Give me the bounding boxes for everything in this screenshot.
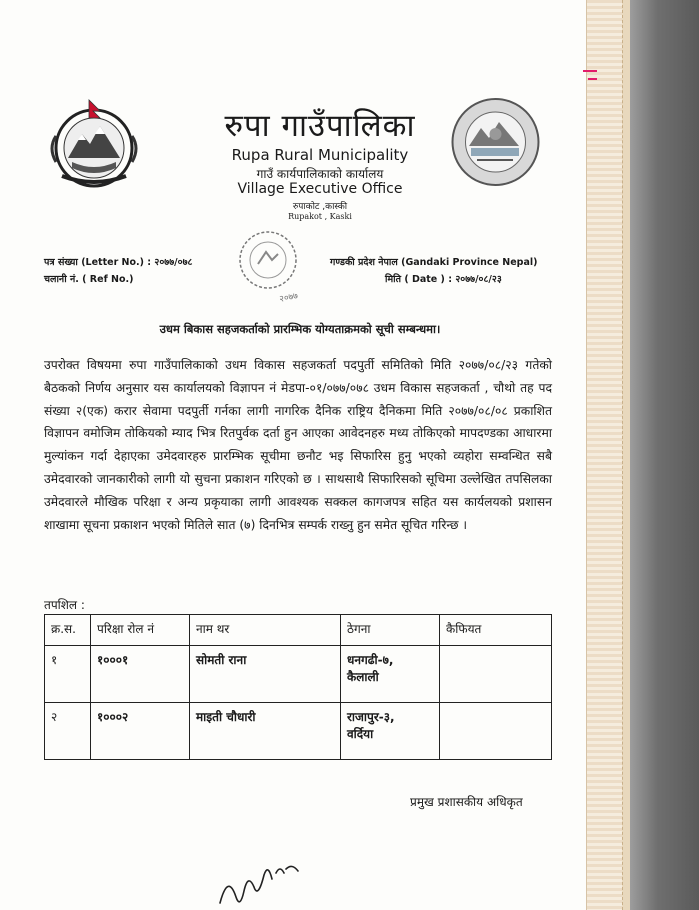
cell-remarks <box>440 646 552 703</box>
office-stamp <box>222 224 322 308</box>
office-name-nepali: गाउँ कार्यपालिकाको कार्यालय <box>256 167 384 181</box>
letter-body: उपरोक्त विषयमा रुपा गाउँपालिकाको उधम विकास सहजकर्ता पदपुर्ती समितिको मिति २०७७/०८/२३ गतेको बैठकको निर्णय अनुसार यस कार्यालयको विज्ञापन नं मेडपा-०१/०७७/०७८ उधम विकास सहजकर्ता , चौथो तह पद संख्या २(एक) करार सेवामा पदपुर्ती गर्नका लागी नागरिक दैनिक राष्ट्रिय दैनिकमा मिति २०७७/०८/०८ प्रकाशित विज्ञापन वमोजिम तोकियको म्याद भित्र रितपुर्वक दर्ता हुन आएका आवेदनहरु मध्य तोकिएको मापदण्डका आधारमा मुल्यांकन गर्दा देहाएका उमेदवारहरु प्रारम्भिक सूचीमा छनौट भइ सिफारिस हुनु भएको व्यहोरा सम्वन्धित सबै उमेदवारको जानकारीको लागी यो सुचना प्रकाशन गरिएको छ । साथसाथै सिफारिसको सूचिमा उल्लेखित तपसिलका उमेदवारले मौखिक परिक्षा र अन्य प्रकृयाका लागी आवश्यक सक्कल कागजपत्र सहित यस कार्यलयको प्रशासन शाखामा सूचना प्रकाशन भएको मितिले सात (७) दिनभित्र सम्पर्क राख्नु हुन समेत सूचित गरिन्छ । <box>44 358 552 532</box>
address-line: कैलाली <box>347 670 379 684</box>
header-address: ठेगना <box>341 615 440 646</box>
document-date: मिति ( Date ) : २०७७/०८/२३ <box>385 274 502 285</box>
handwritten-signature <box>214 853 304 910</box>
address-line: राजापुर-३, <box>347 710 395 724</box>
stamp-text: २०७७ <box>278 291 299 305</box>
address-line: धनगढी-७, <box>347 653 394 667</box>
header-remarks: कैफियत <box>440 615 552 646</box>
cell-remarks <box>440 703 552 760</box>
details-label: तपशिल : <box>44 598 85 612</box>
province-label: गण्डकी प्रदेश नेपाल (Gandaki Province Nepal) <box>330 257 538 268</box>
table-row <box>45 703 552 760</box>
reference-number: चलानी नं. ( Ref No.) <box>44 274 134 285</box>
page-edge-strip <box>586 0 623 910</box>
address-line: वर्दिया <box>347 727 374 741</box>
side-mark <box>583 70 597 72</box>
cell-address <box>341 703 440 760</box>
cell-name: माइती चौधारी <box>190 703 341 760</box>
side-mark <box>588 78 597 80</box>
municipality-name-english: Rupa Rural Municipality <box>231 146 409 164</box>
location-nepali: रुपाकोट ,कास्की <box>292 202 348 212</box>
signatory-title: प्रमुख प्रशासकीय अधिकृत <box>410 795 523 809</box>
cell-address <box>341 646 440 703</box>
letter-number: पत्र संख्या (Letter No.) : २०७७/०७८ <box>44 257 193 268</box>
candidate-table <box>44 614 552 760</box>
nepal-emblem-logo <box>42 96 146 190</box>
table-header-row <box>45 615 552 646</box>
cell-serial: २ <box>45 703 91 760</box>
location-english: Rupakot , Kaski <box>288 212 352 221</box>
table-row <box>45 646 552 703</box>
letter-subject: उधम बिकास सहजकर्ताको प्रारम्भिक योग्यताक्रमको सूची सम्बन्धमा। <box>159 322 441 336</box>
office-name-english: Village Executive Office <box>237 181 403 197</box>
cell-name: सोमती राना <box>190 646 341 703</box>
municipality-name-nepali: रुपा गाउँपालिका <box>224 108 416 144</box>
cell-roll-number: १०००२ <box>91 703 190 760</box>
header-serial: क्र.स. <box>45 615 91 646</box>
scanner-background <box>630 0 699 910</box>
cell-serial: १ <box>45 646 91 703</box>
cell-roll-number: १०००१ <box>91 646 190 703</box>
header-roll-number: परिक्षा रोल नं <box>91 615 190 646</box>
header-name: नाम थर <box>190 615 341 646</box>
